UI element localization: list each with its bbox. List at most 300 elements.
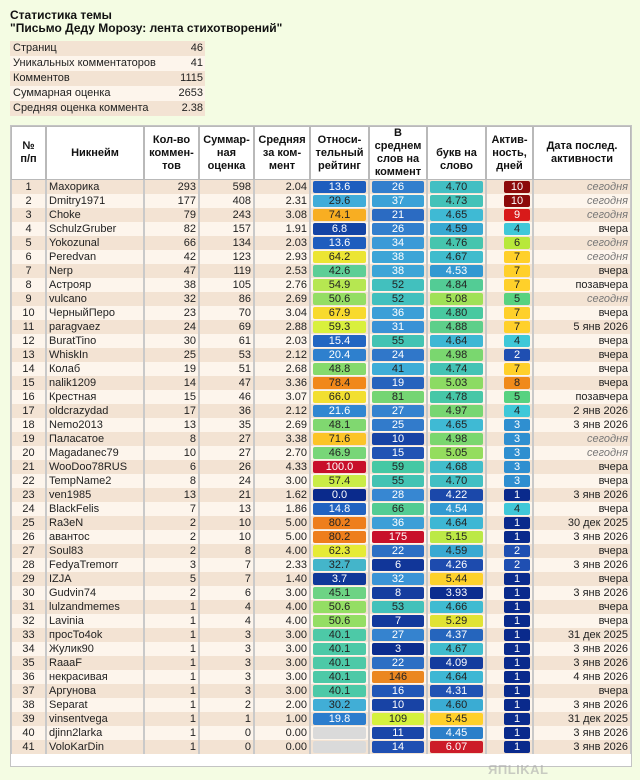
rating-value-cell xyxy=(310,334,369,348)
last-activity-text: вчера xyxy=(598,377,628,389)
header-line: Кол-во xyxy=(152,133,191,146)
nickname-cell[interactable]: Крестная xyxy=(46,390,144,404)
comment-count-cell: 6 xyxy=(144,460,199,474)
nickname-cell[interactable]: SchulzGruber xyxy=(46,222,144,236)
total-score-cell: 3 xyxy=(199,656,254,670)
comment-count-cell: 2 xyxy=(144,530,199,544)
words-per-comment-badge: 59 xyxy=(372,461,424,473)
rating-value-badge: 0.0 xyxy=(313,489,366,501)
last-activity-cell xyxy=(533,614,631,628)
nickname-cell[interactable]: Peredvan xyxy=(46,250,144,264)
activity-badge: 5 xyxy=(504,293,530,305)
letters-per-word-badge: 4.64 xyxy=(430,335,483,347)
summary-value: 1115 xyxy=(165,71,205,86)
last-activity-text: сегодня xyxy=(586,195,628,207)
row-number-cell: 26 xyxy=(11,530,46,544)
col-rating-header xyxy=(310,126,369,180)
rating-value-badge: 71.6 xyxy=(313,433,366,445)
last-activity-text: вчера xyxy=(598,685,628,697)
activity-days-cell xyxy=(486,418,533,432)
words-per-comment-cell xyxy=(369,698,427,712)
rating-value-badge: 40.1 xyxy=(313,685,366,697)
summary-row xyxy=(10,101,205,116)
letters-per-word-badge: 4.84 xyxy=(430,279,483,291)
letters-per-word-badge: 4.65 xyxy=(430,209,483,221)
rating-value-badge: 19.8 xyxy=(313,713,366,725)
activity-badge: 5 xyxy=(504,391,530,403)
comment-count-cell: 1 xyxy=(144,600,199,614)
last-activity-text: 3 янв 2026 xyxy=(573,559,628,571)
table-row xyxy=(11,278,631,292)
rating-value-cell xyxy=(310,558,369,572)
row-number-cell: 19 xyxy=(11,432,46,446)
total-score-cell: 4 xyxy=(199,614,254,628)
activity-days-cell xyxy=(486,194,533,208)
letters-per-word-badge: 4.80 xyxy=(430,307,483,319)
words-per-comment-badge: 34 xyxy=(372,237,424,249)
activity-badge: 1 xyxy=(504,713,530,725)
header-line: дней xyxy=(496,159,523,172)
total-score-cell: 35 xyxy=(199,418,254,432)
rating-value-cell xyxy=(310,670,369,684)
letters-per-word-cell xyxy=(427,222,486,236)
words-per-comment-cell xyxy=(369,572,427,586)
last-activity-cell xyxy=(533,376,631,390)
row-number-cell: 14 xyxy=(11,362,46,376)
letters-per-word-cell xyxy=(427,264,486,278)
words-per-comment-badge: 36 xyxy=(372,517,424,529)
nickname-cell[interactable]: Махорика xyxy=(46,180,144,194)
row-number-cell: 21 xyxy=(11,460,46,474)
row-number-cell: 41 xyxy=(11,740,46,754)
letters-per-word-badge: 4.09 xyxy=(430,657,483,669)
header-line: рейтинг xyxy=(318,159,361,172)
row-number-cell: 7 xyxy=(11,264,46,278)
activity-badge: 1 xyxy=(504,657,530,669)
nickname-cell[interactable]: Колаб xyxy=(46,362,144,376)
last-activity-cell xyxy=(533,572,631,586)
rating-value-cell xyxy=(310,306,369,320)
table-row xyxy=(11,446,631,460)
nickname-cell[interactable]: paragvaez xyxy=(46,320,144,334)
total-score-cell: 6 xyxy=(199,586,254,600)
avg-score-cell: 3.00 xyxy=(254,586,310,600)
letters-per-word-badge: 4.67 xyxy=(430,643,483,655)
nickname-cell[interactable]: Yokozunal xyxy=(46,236,144,250)
nickname-cell[interactable]: TempName2 xyxy=(46,474,144,488)
table-row xyxy=(11,656,631,670)
nickname-cell[interactable]: Separat xyxy=(46,698,144,712)
last-activity-text: вчера xyxy=(598,615,628,627)
nickname-cell[interactable]: BlackFelis xyxy=(46,502,144,516)
nickname-cell[interactable]: IZJA xyxy=(46,572,144,586)
last-activity-text: 3 янв 2026 xyxy=(573,643,628,655)
words-per-comment-badge: 37 xyxy=(372,195,424,207)
words-per-comment-cell xyxy=(369,530,427,544)
last-activity-cell xyxy=(533,236,631,250)
words-per-comment-cell xyxy=(369,236,427,250)
letters-per-word-badge: 4.68 xyxy=(430,461,483,473)
last-activity-cell xyxy=(533,656,631,670)
total-score-cell: 105 xyxy=(199,278,254,292)
activity-badge: 2 xyxy=(504,559,530,571)
letters-per-word-cell xyxy=(427,642,486,656)
activity-days-cell xyxy=(486,278,533,292)
total-score-cell: 3 xyxy=(199,670,254,684)
words-per-comment-cell xyxy=(369,264,427,278)
comment-count-cell: 30 xyxy=(144,334,199,348)
activity-badge: 7 xyxy=(504,363,530,375)
total-score-cell: 10 xyxy=(199,516,254,530)
nickname-cell[interactable]: RaaaF xyxy=(46,656,144,670)
letters-per-word-cell xyxy=(427,334,486,348)
table-row xyxy=(11,670,631,684)
activity-days-cell xyxy=(486,404,533,418)
rating-value-cell xyxy=(310,698,369,712)
activity-days-cell xyxy=(486,698,533,712)
nickname-cell[interactable]: lulzandmemes xyxy=(46,600,144,614)
letters-per-word-badge: 4.45 xyxy=(430,727,483,739)
rating-value-badge: 80.2 xyxy=(313,531,366,543)
last-activity-cell xyxy=(533,726,631,740)
words-per-comment-badge: 28 xyxy=(372,489,424,501)
letters-per-word-cell xyxy=(427,600,486,614)
row-number-cell: 11 xyxy=(11,320,46,334)
rating-value-badge: 40.1 xyxy=(313,643,366,655)
rating-value-cell xyxy=(310,236,369,250)
rating-value-cell xyxy=(310,362,369,376)
rating-value-badge: 32.7 xyxy=(313,559,366,571)
words-per-comment-cell xyxy=(369,600,427,614)
last-activity-text: 3 янв 2026 xyxy=(573,587,628,599)
rating-value-cell xyxy=(310,628,369,642)
comment-count-cell: 42 xyxy=(144,250,199,264)
rating-value-cell xyxy=(310,740,369,754)
stats-title-line2: "Письмо Деду Морозу: лента стихотворений" xyxy=(10,21,283,35)
rating-value-cell xyxy=(310,642,369,656)
letters-per-word-badge: 5.44 xyxy=(430,573,483,585)
words-per-comment-cell xyxy=(369,390,427,404)
nickname-cell[interactable]: Паласатое xyxy=(46,432,144,446)
nickname-cell[interactable]: Dmitry1971 xyxy=(46,194,144,208)
nickname-cell[interactable]: авантос xyxy=(46,530,144,544)
header-line: Средняя xyxy=(258,133,306,146)
words-per-comment-cell xyxy=(369,712,427,726)
words-per-comment-badge: 26 xyxy=(372,223,424,235)
nickname-cell[interactable]: BuratTino xyxy=(46,334,144,348)
total-score-cell: 2 xyxy=(199,698,254,712)
nickname-cell[interactable]: Nemo2013 xyxy=(46,418,144,432)
rating-value-badge: 40.1 xyxy=(313,629,366,641)
total-score-cell: 61 xyxy=(199,334,254,348)
words-per-comment-cell xyxy=(369,180,427,194)
last-activity-cell xyxy=(533,642,631,656)
words-per-comment-badge: 55 xyxy=(372,475,424,487)
nickname-cell[interactable]: Nerp xyxy=(46,264,144,278)
avg-score-cell: 3.08 xyxy=(254,208,310,222)
avg-score-cell: 5.00 xyxy=(254,530,310,544)
last-activity-text: 2 янв 2026 xyxy=(573,405,628,417)
activity-days-cell xyxy=(486,250,533,264)
last-activity-cell xyxy=(533,306,631,320)
comment-count-cell: 1 xyxy=(144,698,199,712)
rating-value-cell xyxy=(310,726,369,740)
table-row xyxy=(11,180,631,194)
words-per-comment-cell xyxy=(369,516,427,530)
total-score-cell: 26 xyxy=(199,460,254,474)
last-activity-cell xyxy=(533,278,631,292)
last-activity-cell xyxy=(533,222,631,236)
row-number-cell: 22 xyxy=(11,474,46,488)
avg-score-cell: 3.00 xyxy=(254,656,310,670)
nickname-cell[interactable]: ven1985 xyxy=(46,488,144,502)
activity-days-cell xyxy=(486,516,533,530)
words-per-comment-badge: 22 xyxy=(372,657,424,669)
last-activity-cell xyxy=(533,460,631,474)
last-activity-text: вчера xyxy=(598,335,628,347)
rating-value-cell xyxy=(310,208,369,222)
comment-count-cell: 17 xyxy=(144,404,199,418)
nickname-cell[interactable]: vinsentvega xyxy=(46,712,144,726)
activity-badge: 4 xyxy=(504,335,530,347)
letters-per-word-badge: 4.22 xyxy=(430,489,483,501)
row-number-cell: 25 xyxy=(11,516,46,530)
table-row xyxy=(11,376,631,390)
letters-per-word-badge: 5.15 xyxy=(430,531,483,543)
nickname-cell[interactable]: vulcano xyxy=(46,292,144,306)
words-per-comment-cell xyxy=(369,418,427,432)
nickname-cell[interactable]: Choke xyxy=(46,208,144,222)
words-per-comment-cell xyxy=(369,278,427,292)
letters-per-word-cell xyxy=(427,684,486,698)
rating-value-cell xyxy=(310,446,369,460)
table-row xyxy=(11,544,631,558)
nickname-cell[interactable]: Астрояр xyxy=(46,278,144,292)
comment-count-cell: 1 xyxy=(144,642,199,656)
avg-score-cell: 1.86 xyxy=(254,502,310,516)
row-number-cell: 20 xyxy=(11,446,46,460)
stats-table xyxy=(11,126,631,754)
rating-value-cell xyxy=(310,264,369,278)
table-row xyxy=(11,236,631,250)
comment-count-cell: 1 xyxy=(144,712,199,726)
rating-value-badge: 80.2 xyxy=(313,517,366,529)
col-letters-per-word-header xyxy=(427,126,486,180)
nickname-cell[interactable]: WhiskIn xyxy=(46,348,144,362)
letters-per-word-badge: 4.98 xyxy=(430,433,483,445)
header-line: за ком- xyxy=(262,146,302,159)
table-row xyxy=(11,264,631,278)
avg-score-cell: 4.00 xyxy=(254,544,310,558)
activity-badge: 3 xyxy=(504,475,530,487)
nickname-cell[interactable]: Ra3eN xyxy=(46,516,144,530)
activity-badge: 4 xyxy=(504,405,530,417)
comment-count-cell: 7 xyxy=(144,502,199,516)
rating-value-badge: 45.1 xyxy=(313,587,366,599)
words-per-comment-badge: 38 xyxy=(372,251,424,263)
letters-per-word-cell xyxy=(427,502,486,516)
nickname-cell[interactable]: некрасивая xyxy=(46,670,144,684)
words-per-comment-cell xyxy=(369,320,427,334)
table-row xyxy=(11,474,631,488)
nickname-cell[interactable]: Аргунова xyxy=(46,684,144,698)
row-number-cell: 28 xyxy=(11,558,46,572)
last-activity-text: вчера xyxy=(598,223,628,235)
row-number-cell: 39 xyxy=(11,712,46,726)
comment-count-cell: 1 xyxy=(144,628,199,642)
words-per-comment-badge: 24 xyxy=(372,349,424,361)
nickname-cell[interactable]: WooDoo78RUS xyxy=(46,460,144,474)
letters-per-word-badge: 4.37 xyxy=(430,629,483,641)
letters-per-word-badge: 4.70 xyxy=(430,181,483,193)
avg-score-cell: 1.00 xyxy=(254,712,310,726)
nickname-cell[interactable]: Gudvin74 xyxy=(46,586,144,600)
last-activity-cell xyxy=(533,432,631,446)
letters-per-word-badge: 4.53 xyxy=(430,265,483,277)
letters-per-word-badge: 5.08 xyxy=(430,293,483,305)
activity-days-cell xyxy=(486,740,533,754)
total-score-cell: 69 xyxy=(199,320,254,334)
row-number-cell: 12 xyxy=(11,334,46,348)
letters-per-word-cell xyxy=(427,586,486,600)
rating-value-badge: 29.6 xyxy=(313,195,366,207)
letters-per-word-cell xyxy=(427,656,486,670)
words-per-comment-cell xyxy=(369,376,427,390)
header-line: Актив- xyxy=(491,133,528,146)
rating-value-cell xyxy=(310,600,369,614)
rating-value-badge: 57.4 xyxy=(313,475,366,487)
last-activity-cell xyxy=(533,516,631,530)
last-activity-cell xyxy=(533,684,631,698)
nickname-cell[interactable]: Magadanec79 xyxy=(46,446,144,460)
letters-per-word-cell xyxy=(427,278,486,292)
activity-badge: 1 xyxy=(504,699,530,711)
nickname-cell[interactable]: Soul83 xyxy=(46,544,144,558)
words-per-comment-cell xyxy=(369,222,427,236)
nickname-cell[interactable]: djinn2larka xyxy=(46,726,144,740)
last-activity-cell xyxy=(533,334,631,348)
rating-value-badge: 78.4 xyxy=(313,377,366,389)
table-row xyxy=(11,222,631,236)
activity-badge: 1 xyxy=(504,629,530,641)
letters-per-word-badge: 4.98 xyxy=(430,349,483,361)
col-activity-days-header xyxy=(486,126,533,180)
activity-days-cell xyxy=(486,628,533,642)
comment-count-cell: 1 xyxy=(144,740,199,754)
nickname-cell[interactable]: oldcrazydad xyxy=(46,404,144,418)
row-number-cell: 9 xyxy=(11,292,46,306)
words-per-comment-cell xyxy=(369,614,427,628)
last-activity-text: вчера xyxy=(598,307,628,319)
row-number-cell: 37 xyxy=(11,684,46,698)
rating-value-cell xyxy=(310,320,369,334)
letters-per-word-badge: 4.31 xyxy=(430,685,483,697)
total-score-cell: 47 xyxy=(199,376,254,390)
table-row xyxy=(11,362,631,376)
nickname-cell[interactable]: nalik1209 xyxy=(46,376,144,390)
comment-count-cell: 15 xyxy=(144,390,199,404)
nickname-cell[interactable]: просТо4ok xyxy=(46,628,144,642)
words-per-comment-badge: 41 xyxy=(372,363,424,375)
last-activity-text: вчера xyxy=(598,475,628,487)
total-score-cell: 46 xyxy=(199,390,254,404)
total-score-cell: 7 xyxy=(199,558,254,572)
last-activity-text: сегодня xyxy=(586,293,628,305)
letters-per-word-cell xyxy=(427,446,486,460)
letters-per-word-cell xyxy=(427,628,486,642)
letters-per-word-cell xyxy=(427,488,486,502)
letters-per-word-badge: 5.05 xyxy=(430,447,483,459)
rating-value-badge: 3.7 xyxy=(313,573,366,585)
row-number-cell: 8 xyxy=(11,278,46,292)
activity-badge: 1 xyxy=(504,643,530,655)
activity-badge: 1 xyxy=(504,517,530,529)
rating-value-cell xyxy=(310,348,369,362)
last-activity-cell xyxy=(533,404,631,418)
last-activity-cell xyxy=(533,362,631,376)
nickname-cell[interactable]: Lavinia xyxy=(46,614,144,628)
activity-badge: 1 xyxy=(504,741,530,753)
words-per-comment-cell xyxy=(369,250,427,264)
words-per-comment-badge: 52 xyxy=(372,279,424,291)
letters-per-word-badge: 4.64 xyxy=(430,671,483,683)
letters-per-word-cell xyxy=(427,740,486,754)
header-line: п/п xyxy=(20,153,37,165)
row-number-cell: 29 xyxy=(11,572,46,586)
letters-per-word-cell xyxy=(427,460,486,474)
total-score-cell: 598 xyxy=(199,180,254,194)
table-row xyxy=(11,558,631,572)
letters-per-word-badge: 4.74 xyxy=(430,363,483,375)
rating-value-cell xyxy=(310,614,369,628)
nickname-cell[interactable]: ЧерныйПеро xyxy=(46,306,144,320)
activity-badge: 10 xyxy=(504,181,530,193)
rating-value-cell xyxy=(310,418,369,432)
activity-badge: 3 xyxy=(504,433,530,445)
comment-count-cell: 38 xyxy=(144,278,199,292)
words-per-comment-cell xyxy=(369,432,427,446)
rating-value-badge: 14.8 xyxy=(313,503,366,515)
table-row xyxy=(11,516,631,530)
words-per-comment-cell xyxy=(369,194,427,208)
words-per-comment-cell xyxy=(369,544,427,558)
header-line: Суммар- xyxy=(203,133,250,146)
row-number-cell: 40 xyxy=(11,726,46,740)
table-row xyxy=(11,726,631,740)
nickname-cell[interactable]: FedyaTremorr xyxy=(46,558,144,572)
rating-value-cell xyxy=(310,656,369,670)
rating-value-cell xyxy=(310,292,369,306)
last-activity-cell xyxy=(533,474,631,488)
words-per-comment-badge: 146 xyxy=(372,671,424,683)
avg-score-cell: 2.93 xyxy=(254,250,310,264)
stats-title xyxy=(10,9,282,35)
nickname-cell[interactable]: Жулик90 xyxy=(46,642,144,656)
avg-score-cell: 2.31 xyxy=(254,194,310,208)
letters-per-word-cell xyxy=(427,208,486,222)
letters-per-word-cell xyxy=(427,670,486,684)
words-per-comment-badge: 66 xyxy=(372,503,424,515)
rating-value-badge: 6.8 xyxy=(313,223,366,235)
nickname-cell[interactable]: VoloKarDin xyxy=(46,740,144,754)
row-number-cell: 30 xyxy=(11,586,46,600)
rating-value-cell xyxy=(310,516,369,530)
total-score-cell: 3 xyxy=(199,684,254,698)
table-row xyxy=(11,460,631,474)
activity-badge: 6 xyxy=(504,237,530,249)
last-activity-text: 30 дек 2025 xyxy=(567,517,628,529)
last-activity-cell xyxy=(533,740,631,754)
